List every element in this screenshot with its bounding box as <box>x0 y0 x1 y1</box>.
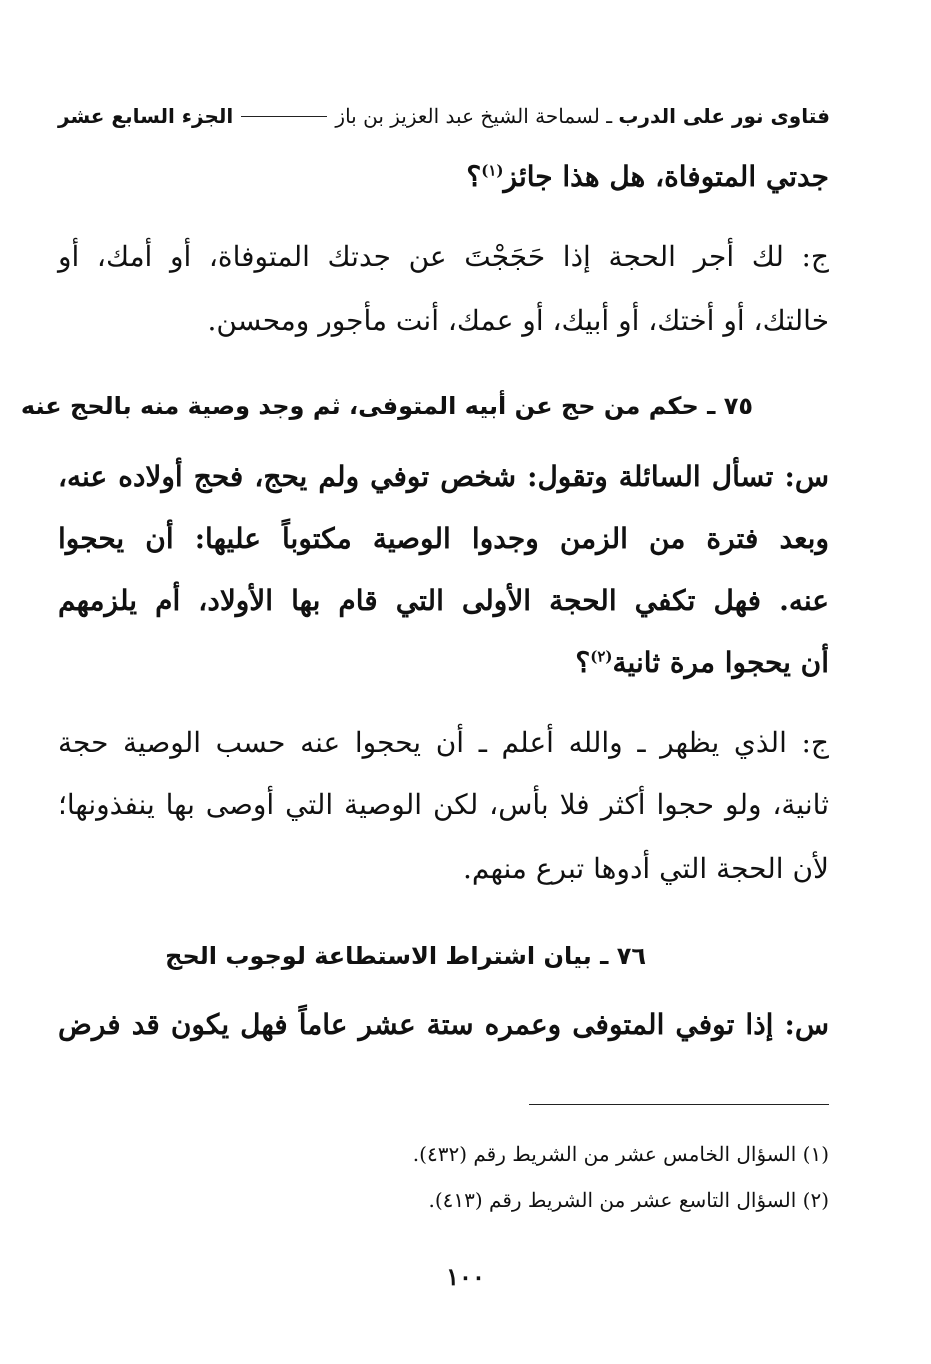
section-heading-75: ٧٥ ـ حكم من حج عن أبيه المتوفى، ثم وجد وصية منه بالحج عنه <box>20 392 753 420</box>
question-76-line-1: س: إذا توفي المتوفى وعمره ستة عشر عاماً فهل يكون قد فرض <box>58 1008 829 1041</box>
previous-question-end <box>466 160 829 193</box>
question-75-last-text: أن يحجوا مرة ثانية <box>612 646 829 679</box>
header-author: ـ لسماحة الشيخ عبد العزيز بن باز <box>335 104 613 128</box>
question-75-line-1: س: تسأل السائلة وتقول: شخص توفي ولم يحج، فحج أولاده عنه، <box>58 460 829 493</box>
header-volume: الجزء السابع عشر <box>58 104 234 128</box>
answer-75-line-1: ج: الذي يظهر ـ والله أعلم ـ أن يحجوا عنه حسب الوصية حجة <box>58 726 829 759</box>
answer-75-line-3: لأن الحجة التي أدوها تبرع منهم. <box>463 852 829 885</box>
footnote-ref-1: (١) <box>481 161 504 180</box>
header-left <box>58 104 233 128</box>
page-number: ١٠٠ <box>446 1262 485 1291</box>
question-75-line-2: وبعد فترة من الزمن وجدوا الوصية مكتوباً عليها: أن يحجوا <box>58 522 829 555</box>
header-rule <box>241 116 327 117</box>
header-book-title: فتاوى نور على الدرب <box>618 104 830 128</box>
question-75-mark: ؟ <box>575 646 591 679</box>
question-75-line-4 <box>575 646 829 679</box>
section-heading-76: ٧٦ ـ بيان اشتراط الاستطاعة لوجوب الحج <box>165 942 646 970</box>
previous-answer-line-2: خالتك، أو أختك، أو أبيك، أو عمك، أنت مأجور ومحسن. <box>207 304 829 337</box>
footnote-2: (٢) السؤال التاسع عشر من الشريط رقم (٤١٣). <box>428 1188 829 1212</box>
header-right <box>335 104 830 128</box>
previous-question-mark: ؟ <box>466 160 482 193</box>
question-75-line-3: عنه. فهل تكفي الحجة الأولى التي قام بها الأولاد، أم يلزمهم <box>58 584 830 617</box>
footnote-separator <box>529 1104 829 1105</box>
footnote-ref-2: (٢) <box>590 647 613 666</box>
answer-75-line-2: ثانية، ولو حجوا أكثر فلا بأس، لكن الوصية التي أوصى بها ينفذونها؛ <box>58 788 829 821</box>
running-header <box>58 96 830 136</box>
footnote-1: (١) السؤال الخامس عشر من الشريط رقم (٤٣٢). <box>412 1142 829 1166</box>
previous-question-text: جدتي المتوفاة، هل هذا جائز <box>503 160 829 193</box>
previous-answer-line-1: ج: لك أجر الحجة إذا حَجَجْتَ عن جدتك المتوفاة، أو أمك، أو <box>58 240 829 273</box>
